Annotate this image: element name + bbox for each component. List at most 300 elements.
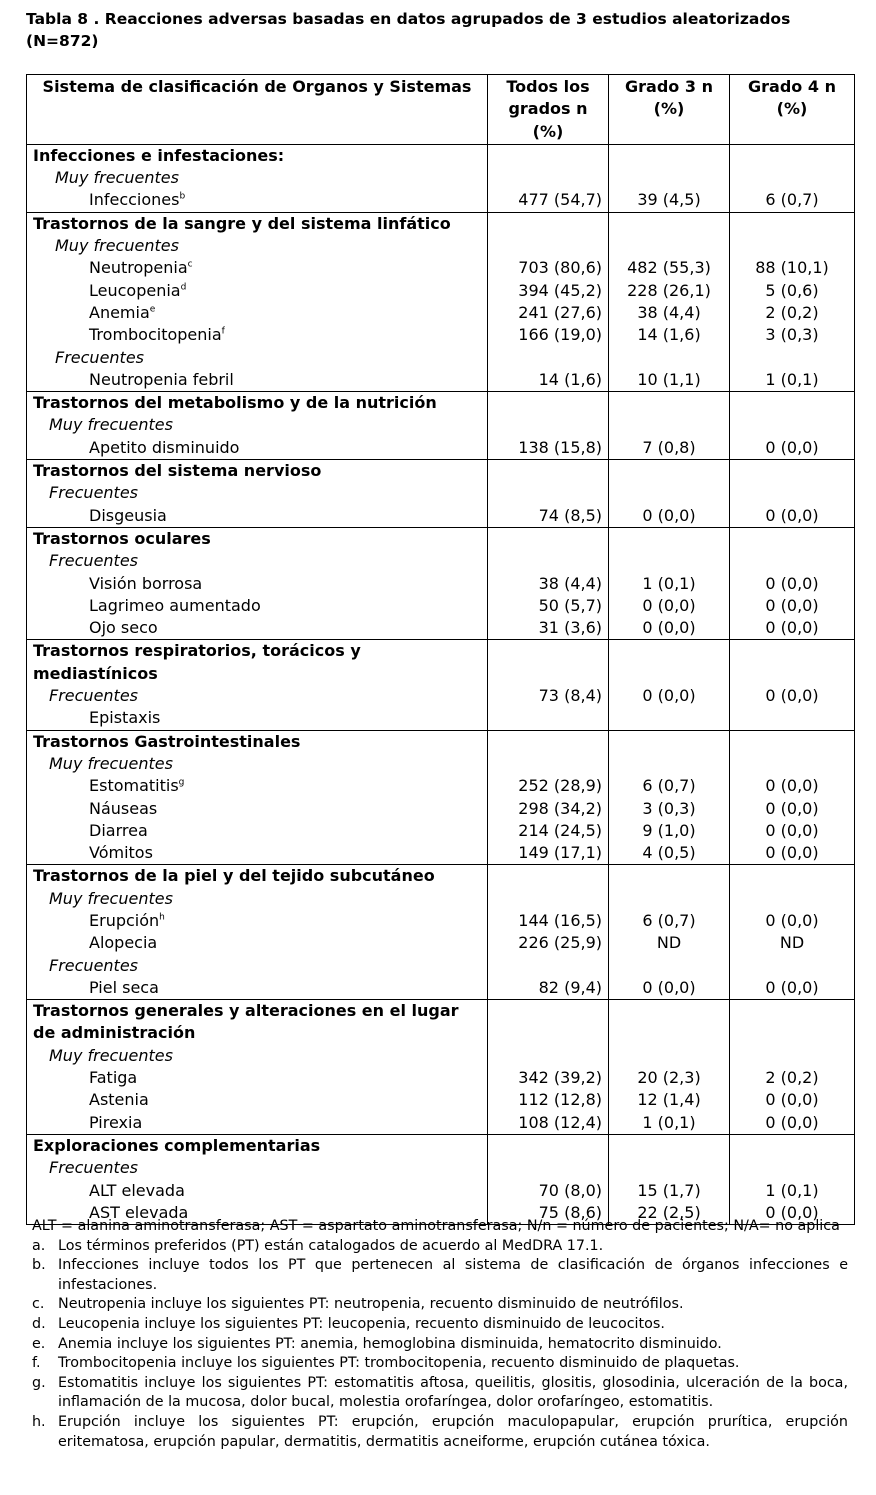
term-cell [27, 369, 488, 392]
empty-cell [609, 144, 730, 167]
term-name: Infecciones [89, 190, 180, 210]
term-name: Leucopenia [89, 280, 181, 300]
table-row [27, 798, 855, 820]
term-name: Estomatitis [89, 776, 179, 796]
term-cell [27, 707, 488, 730]
value-grade4 [730, 1045, 855, 1067]
value-grade3: 20 (2,3) [609, 1067, 730, 1089]
value-grade4: 0 (0,0) [730, 842, 855, 865]
empty-cell [488, 730, 609, 753]
value-all-grades: 477 (54,7) [488, 189, 609, 212]
term-label [33, 324, 481, 346]
table-row [27, 932, 855, 954]
section-title: Trastornos del metabolismo y de la nutrición [33, 393, 437, 413]
frequency-row [27, 1045, 855, 1067]
footnote-item [32, 1354, 848, 1374]
value-grade4: 0 (0,0) [730, 1202, 855, 1225]
section-header-row [27, 460, 855, 483]
section-title: Trastornos generales y alteraciones en el lugar de administración [33, 1001, 459, 1043]
term-cell [27, 910, 488, 932]
term-cell [27, 775, 488, 797]
table-row [27, 595, 855, 617]
value-grade4 [730, 707, 855, 730]
frequency-row [27, 888, 855, 910]
footnote-list [32, 1237, 848, 1453]
header-grade3: Grado 3 n (%) [609, 75, 730, 145]
footnote-text: Estomatitis incluye los siguientes PT: estomatitis aftosa, queilitis, glositis, glosodinia, ulceración de la boca, inflamación de la mucosa, dolor bucal, molestia orofaríngea, dolor orofaríngeo, estomatitis. [58, 1374, 848, 1411]
table-row [27, 1067, 855, 1089]
term-cell [27, 235, 488, 257]
frequency-label: Muy frecuentes [49, 1045, 173, 1065]
footnote-item [32, 1413, 848, 1452]
empty-cell [609, 212, 730, 235]
value-grade4: 2 (0,2) [730, 302, 855, 324]
table-row [27, 573, 855, 595]
value-all-grades [488, 482, 609, 504]
value-all-grades: 108 (12,4) [488, 1112, 609, 1135]
term-name: Ojo seco [89, 618, 158, 638]
term-label [33, 1180, 481, 1202]
value-grade4 [730, 888, 855, 910]
value-grade3 [609, 550, 730, 572]
table-row [27, 505, 855, 528]
footnote-item [32, 1256, 848, 1295]
value-grade4: 0 (0,0) [730, 505, 855, 528]
section-title: Exploraciones complementarias [33, 1135, 321, 1155]
frequency-row [27, 955, 855, 977]
table-row [27, 302, 855, 324]
value-all-grades [488, 888, 609, 910]
section-title-cell [27, 640, 488, 685]
table-row [27, 820, 855, 842]
footnote-label: c. [32, 1296, 45, 1313]
footnote-ref: e [149, 304, 156, 315]
empty-cell [488, 527, 609, 550]
footnote-item [32, 1237, 848, 1257]
empty-cell [730, 640, 855, 685]
term-name: Astenia [89, 1090, 149, 1110]
value-grade3 [609, 955, 730, 977]
footnote-text: Infecciones incluye todos los PT que pertenecen al sistema de clasificación de órganos infecciones e infestaciones. [58, 1257, 848, 1293]
value-grade3: 0 (0,0) [609, 977, 730, 1000]
value-all-grades: 73 (8,4) [488, 685, 609, 707]
term-cell [27, 1045, 488, 1067]
value-grade4: 0 (0,0) [730, 798, 855, 820]
term-label [33, 505, 481, 527]
term-label [33, 977, 481, 999]
empty-cell [609, 730, 730, 753]
section-title: Infecciones e infestaciones: [33, 145, 285, 165]
term-cell [27, 482, 488, 504]
empty-cell [730, 144, 855, 167]
empty-cell [609, 460, 730, 483]
value-grade4: 2 (0,2) [730, 1067, 855, 1089]
term-label [33, 707, 481, 729]
table-row [27, 189, 855, 212]
value-grade3: 4 (0,5) [609, 842, 730, 865]
value-all-grades: 75 (8,6) [488, 1202, 609, 1225]
section-title-cell [27, 460, 488, 483]
term-cell [27, 280, 488, 302]
term-name: Erupción [89, 910, 160, 930]
term-name: Neutropenia febril [89, 369, 234, 389]
section-header-row [27, 1134, 855, 1157]
frequency-label: Frecuentes [49, 483, 138, 503]
term-cell [27, 955, 488, 977]
frequency-row [27, 753, 855, 775]
term-cell [27, 977, 488, 1000]
empty-cell [609, 1000, 730, 1045]
section-title: Trastornos Gastrointestinales [33, 731, 301, 751]
table-header-row [27, 75, 855, 145]
value-grade4: 0 (0,0) [730, 595, 855, 617]
value-grade4: 88 (10,1) [730, 257, 855, 279]
header-grade4: Grado 4 n (%) [730, 75, 855, 145]
frequency-label: Muy frecuentes [55, 168, 179, 188]
value-grade4: 0 (0,0) [730, 573, 855, 595]
value-grade3: 12 (1,4) [609, 1089, 730, 1111]
value-grade3: 228 (26,1) [609, 280, 730, 302]
table-title: Tabla 8 . Reacciones adversas basadas en datos agrupados de 3 estudios aleatorizados (N=872) [26, 10, 791, 50]
term-cell [27, 257, 488, 279]
value-all-grades: 144 (16,5) [488, 910, 609, 932]
value-all-grades: 50 (5,7) [488, 595, 609, 617]
value-grade3: 22 (2,5) [609, 1202, 730, 1225]
term-label [33, 842, 481, 864]
empty-cell [730, 1134, 855, 1157]
value-all-grades: 703 (80,6) [488, 257, 609, 279]
section-header-row [27, 212, 855, 235]
term-name: Piel seca [89, 977, 159, 997]
table-row [27, 842, 855, 865]
value-grade4: 0 (0,0) [730, 820, 855, 842]
term-name: Neutropenia [89, 258, 188, 278]
term-name: Náuseas [89, 798, 158, 818]
section-header-row [27, 527, 855, 550]
footnote-label: h. [32, 1413, 46, 1430]
empty-cell [730, 392, 855, 415]
term-label [33, 595, 481, 617]
term-cell [27, 167, 488, 189]
term-name: ALT elevada [89, 1180, 185, 1200]
table-row [27, 775, 855, 797]
term-cell [27, 842, 488, 865]
empty-cell [488, 212, 609, 235]
section-header-row [27, 640, 855, 685]
footnote-text: Neutropenia incluye los siguientes PT: neutropenia, recuento disminuido de neutrófilos. [58, 1296, 684, 1313]
value-grade3 [609, 482, 730, 504]
term-name: Apetito disminuido [89, 437, 240, 457]
value-grade3: 6 (0,7) [609, 910, 730, 932]
table-row [27, 280, 855, 302]
empty-cell [609, 640, 730, 685]
table-row [27, 617, 855, 640]
section-title-cell [27, 527, 488, 550]
table-row [27, 257, 855, 279]
term-name: Vómitos [89, 843, 153, 863]
term-cell [27, 550, 488, 572]
value-grade3: 0 (0,0) [609, 505, 730, 528]
frequency-row [27, 482, 855, 504]
section-title: Trastornos oculares [33, 528, 211, 548]
term-name: Alopecia [89, 933, 158, 953]
value-all-grades: 70 (8,0) [488, 1180, 609, 1202]
term-cell [27, 932, 488, 954]
frequency-row [27, 1157, 855, 1179]
value-grade4: 0 (0,0) [730, 437, 855, 460]
value-grade4: 1 (0,1) [730, 1180, 855, 1202]
value-grade3: 38 (4,4) [609, 302, 730, 324]
value-grade4: 6 (0,7) [730, 189, 855, 212]
term-label [33, 617, 481, 639]
value-grade3: 0 (0,0) [609, 617, 730, 640]
value-grade4: 1 (0,1) [730, 369, 855, 392]
frequency-label: Frecuentes [49, 955, 138, 975]
table-row [27, 1112, 855, 1135]
value-all-grades: 31 (3,6) [488, 617, 609, 640]
empty-cell [730, 527, 855, 550]
term-name: Anemia [89, 302, 150, 322]
value-grade3 [609, 167, 730, 189]
value-all-grades [488, 347, 609, 369]
value-all-grades [488, 955, 609, 977]
value-grade4 [730, 753, 855, 775]
value-grade4: 0 (0,0) [730, 977, 855, 1000]
table-row [27, 910, 855, 932]
term-name: Trombocitopenia [89, 325, 222, 345]
value-grade3 [609, 753, 730, 775]
term-cell [27, 820, 488, 842]
section-header-row [27, 392, 855, 415]
term-label [33, 302, 481, 324]
term-cell [27, 888, 488, 910]
footnote-ref: g [178, 777, 185, 788]
term-cell [27, 1180, 488, 1202]
term-label [33, 437, 481, 459]
footnote-abbreviations: ALT = alanina aminotransferasa; AST = aspartato aminotransferasa; N/n = número de pacientes; N/A= no aplica [32, 1218, 840, 1234]
empty-cell [488, 144, 609, 167]
section-header-row [27, 730, 855, 753]
frequency-label: Frecuentes [49, 1158, 138, 1178]
value-grade3: 10 (1,1) [609, 369, 730, 392]
table-row [27, 1089, 855, 1111]
term-label [33, 775, 481, 797]
empty-cell [609, 865, 730, 888]
section-title-cell [27, 1000, 488, 1045]
footnote-ref: b [179, 192, 186, 203]
term-cell [27, 798, 488, 820]
empty-cell [609, 527, 730, 550]
value-all-grades [488, 1157, 609, 1179]
footnote-label: g. [32, 1374, 46, 1391]
value-all-grades: 342 (39,2) [488, 1067, 609, 1089]
value-grade3: 1 (0,1) [609, 1112, 730, 1135]
section-title: Trastornos de la piel y del tejido subcutáneo [33, 866, 435, 886]
term-label [33, 1089, 481, 1111]
empty-cell [609, 392, 730, 415]
footnote-text: Erupción incluye los siguientes PT: erupción, erupción maculopapular, erupción prurítica, erupción eritematosa, erupción papular, dermatitis, dermatitis acneiforme, erupción cutánea tóxica. [58, 1413, 848, 1450]
term-cell [27, 753, 488, 775]
section-title-cell [27, 144, 488, 167]
section-title: Trastornos de la sangre y del sistema linfático [33, 213, 451, 233]
empty-cell [488, 1000, 609, 1045]
frequency-row [27, 550, 855, 572]
value-all-grades: 394 (45,2) [488, 280, 609, 302]
value-grade4: 0 (0,0) [730, 685, 855, 707]
adverse-reactions-table [26, 74, 855, 1225]
section-title: Trastornos respiratorios, torácicos y mediastínicos [33, 641, 361, 683]
table-body [27, 144, 855, 1224]
value-all-grades: 166 (19,0) [488, 324, 609, 346]
value-all-grades [488, 1045, 609, 1067]
footnote-item [32, 1335, 848, 1355]
term-label [33, 1112, 481, 1134]
footnote-label: b. [32, 1257, 46, 1274]
section-title-cell [27, 392, 488, 415]
section-header-row [27, 1000, 855, 1045]
term-label [33, 573, 481, 595]
value-grade4: 3 (0,3) [730, 324, 855, 346]
term-label [33, 369, 481, 391]
footnote-label: f. [32, 1355, 41, 1372]
value-grade3: 7 (0,8) [609, 437, 730, 460]
section-title-cell [27, 730, 488, 753]
value-all-grades: 14 (1,6) [488, 369, 609, 392]
value-grade4 [730, 414, 855, 436]
empty-cell [730, 212, 855, 235]
value-grade3 [609, 1157, 730, 1179]
value-all-grades: 214 (24,5) [488, 820, 609, 842]
empty-cell [488, 640, 609, 685]
frequency-label: Muy frecuentes [49, 415, 173, 435]
value-grade3 [609, 888, 730, 910]
table-row [27, 437, 855, 460]
value-grade4: 0 (0,0) [730, 910, 855, 932]
term-cell [27, 1089, 488, 1111]
footnote-item [32, 1374, 848, 1413]
footnotes [32, 1217, 848, 1452]
value-all-grades: 149 (17,1) [488, 842, 609, 865]
empty-cell [730, 865, 855, 888]
value-grade3 [609, 347, 730, 369]
value-all-grades [488, 414, 609, 436]
value-all-grades [488, 167, 609, 189]
footnote-label: e. [32, 1335, 46, 1352]
frequency-label: Frecuentes [55, 347, 144, 367]
value-grade3: 9 (1,0) [609, 820, 730, 842]
value-all-grades: 82 (9,4) [488, 977, 609, 1000]
header-all-grades: Todos los grados n (%) [488, 75, 609, 145]
term-cell [27, 437, 488, 460]
value-all-grades: 138 (15,8) [488, 437, 609, 460]
footnote-text: Los términos preferidos (PT) están catalogados de acuerdo al MedDRA 17.1. [58, 1237, 604, 1254]
term-cell [27, 617, 488, 640]
section-title-cell [27, 865, 488, 888]
section-header-row [27, 865, 855, 888]
value-grade3 [609, 1045, 730, 1067]
term-name: Visión borrosa [89, 573, 203, 593]
empty-cell [488, 460, 609, 483]
value-all-grades: 298 (34,2) [488, 798, 609, 820]
term-name: Diarrea [89, 820, 148, 840]
term-label [33, 820, 481, 842]
table-row [27, 977, 855, 1000]
frequency-label: Frecuentes [49, 686, 138, 706]
value-grade3 [609, 414, 730, 436]
term-label [33, 1067, 481, 1089]
frequency-label: Muy frecuentes [55, 236, 179, 256]
footnote-item [32, 1295, 848, 1315]
value-grade4 [730, 235, 855, 257]
footnote-item [32, 1315, 848, 1335]
table-row [27, 324, 855, 346]
term-cell [27, 685, 488, 707]
value-grade4: 0 (0,0) [730, 1112, 855, 1135]
value-grade3: 3 (0,3) [609, 798, 730, 820]
term-name: Fatiga [89, 1068, 138, 1088]
value-all-grades [488, 550, 609, 572]
value-grade4 [730, 1157, 855, 1179]
value-all-grades [488, 235, 609, 257]
value-all-grades: 241 (27,6) [488, 302, 609, 324]
term-label [33, 932, 481, 954]
frequency-row [27, 167, 855, 189]
value-grade3 [609, 707, 730, 730]
value-grade3: 6 (0,7) [609, 775, 730, 797]
term-cell [27, 1157, 488, 1179]
section-title: Trastornos del sistema nervioso [33, 461, 322, 481]
section-header-row [27, 144, 855, 167]
value-all-grades: 226 (25,9) [488, 932, 609, 954]
term-name: Disgeusia [89, 505, 167, 525]
value-grade3 [609, 235, 730, 257]
footnote-label: a. [32, 1237, 46, 1254]
footnote-text: Leucopenia incluye los siguientes PT: leucopenia, recuento disminuido de leucocitos. [58, 1315, 665, 1332]
table-row [27, 707, 855, 730]
term-label [33, 189, 481, 211]
term-cell [27, 324, 488, 346]
frequency-row [27, 347, 855, 369]
empty-cell [730, 1000, 855, 1045]
value-grade4: ND [730, 932, 855, 954]
footnote-text: Anemia incluye los siguientes PT: anemia, hemoglobina disminuida, hematocrito disminuido. [58, 1335, 722, 1352]
term-label [33, 798, 481, 820]
value-grade4: 5 (0,6) [730, 280, 855, 302]
term-label [33, 910, 481, 932]
empty-cell [488, 865, 609, 888]
value-grade4 [730, 550, 855, 572]
value-grade4: 0 (0,0) [730, 617, 855, 640]
value-grade3: 1 (0,1) [609, 573, 730, 595]
term-label [33, 257, 481, 279]
footnote-ref: c [187, 260, 193, 271]
empty-cell [730, 460, 855, 483]
value-grade3: 14 (1,6) [609, 324, 730, 346]
frequency-row [27, 685, 855, 707]
value-grade4 [730, 955, 855, 977]
footnote-label: d. [32, 1315, 46, 1332]
term-cell [27, 595, 488, 617]
footnote-ref: h [159, 912, 165, 923]
footnote-ref: f [221, 326, 225, 337]
term-cell [27, 189, 488, 212]
term-name: Pirexia [89, 1112, 143, 1132]
frequency-label: Muy frecuentes [49, 888, 173, 908]
value-grade3: 39 (4,5) [609, 189, 730, 212]
value-all-grades [488, 753, 609, 775]
value-grade3: 482 (55,3) [609, 257, 730, 279]
value-all-grades: 74 (8,5) [488, 505, 609, 528]
